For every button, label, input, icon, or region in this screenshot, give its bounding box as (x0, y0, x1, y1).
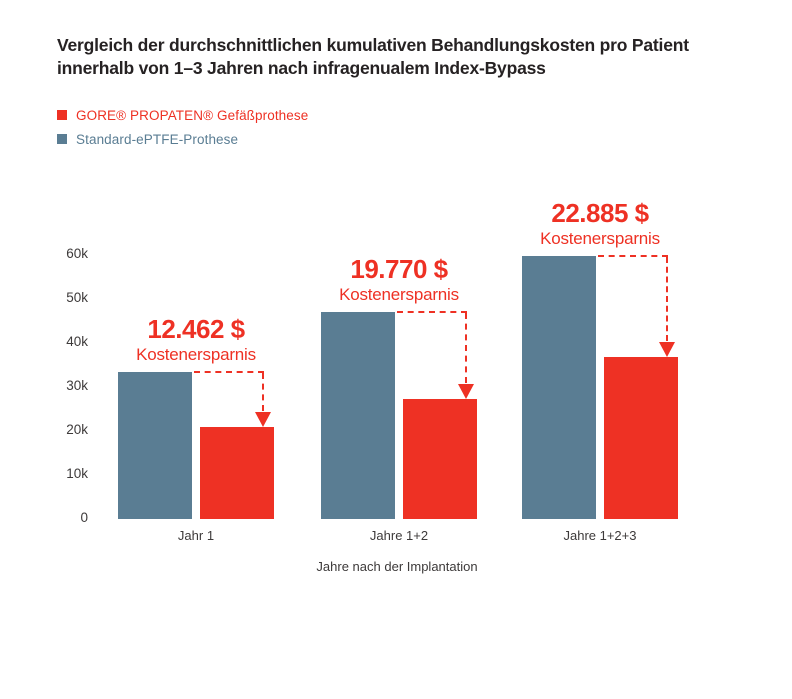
y-tick-label: 20k (66, 422, 88, 437)
x-tick-label: Jahre 1+2 (369, 528, 429, 543)
savings-arrow-vertical (262, 373, 264, 411)
savings-label: Kostenersparnis (540, 228, 660, 248)
savings-arrow-vertical (465, 313, 467, 383)
bar-propaten (604, 357, 678, 519)
y-tick-label: 30k (66, 378, 88, 393)
x-axis-title: Jahre nach der Implantation (316, 559, 478, 574)
bar-propaten (403, 399, 477, 519)
arrow-down-icon (255, 412, 271, 427)
savings-annotation (291, 254, 507, 305)
y-tick-label: 40k (66, 334, 88, 349)
savings-arrow-horizontal (397, 311, 467, 313)
y-tick-label: 50k (66, 290, 88, 305)
savings-amount: 19.770 $ (350, 254, 448, 285)
chart-title: Vergleich der durchschnittlichen kumulativen Behandlungskosten pro Patient innerhalb von 1–3 Jahren nach infragenualem Index-Bypass (57, 35, 689, 78)
legend-label-propaten: GORE® PROPATEN® Gefäßprothese (76, 107, 309, 123)
y-tick-label: 60k (66, 246, 88, 261)
arrow-down-icon (659, 342, 675, 357)
savings-arrow-vertical (666, 257, 668, 341)
savings-amount: 22.885 $ (551, 197, 649, 228)
legend-label-standard: Standard-ePTFE-Prothese (76, 131, 239, 147)
savings-label: Kostenersparnis (339, 285, 459, 305)
bar-standard (321, 312, 395, 519)
bar-standard (522, 256, 596, 519)
bar-standard (118, 372, 192, 519)
savings-annotation (492, 198, 708, 249)
savings-label: Kostenersparnis (136, 345, 256, 365)
y-tick-label: 10k (66, 466, 88, 481)
savings-amount: 12.462 $ (147, 314, 245, 345)
savings-arrow-horizontal (598, 255, 668, 257)
y-tick-label: 0 (80, 510, 88, 525)
savings-arrow-horizontal (194, 371, 264, 373)
arrow-down-icon (458, 384, 474, 399)
savings-annotation (88, 314, 304, 365)
x-tick-label: Jahr 1 (177, 528, 215, 543)
x-tick-label: Jahre 1+2+3 (563, 528, 637, 543)
bar-propaten (200, 427, 274, 519)
